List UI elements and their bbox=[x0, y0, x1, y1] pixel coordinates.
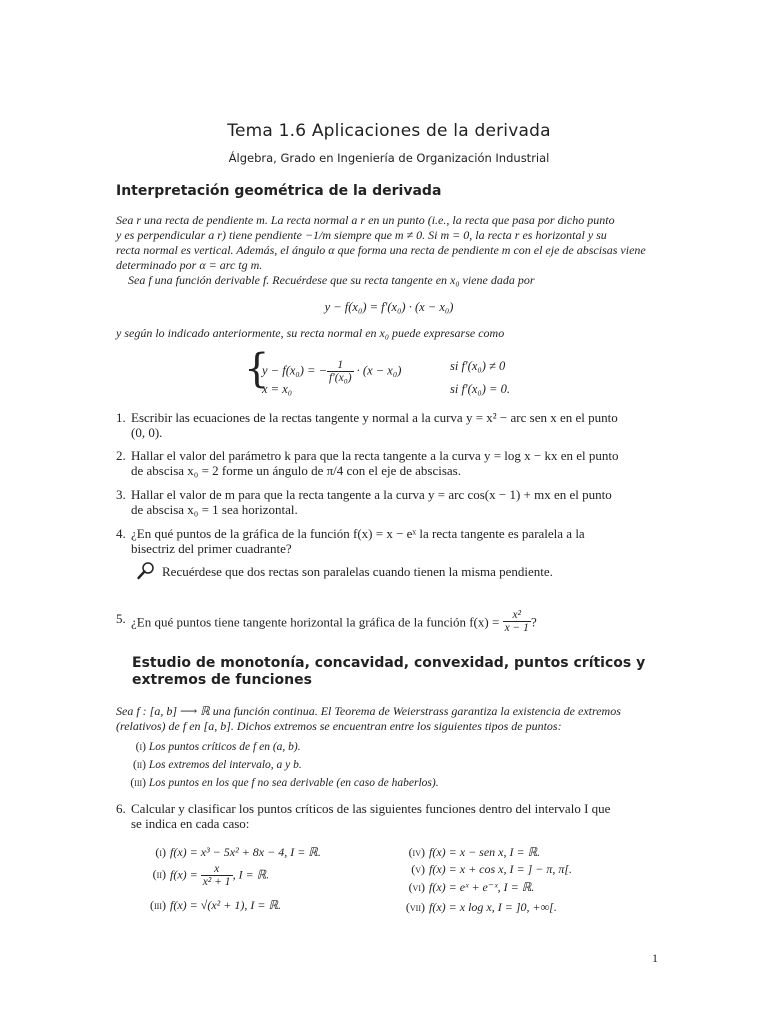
function-expression: f(x) = eˣ + e⁻ˣ, I = ℝ. bbox=[429, 880, 535, 894]
function-expression-rhs: , I = ℝ. bbox=[232, 867, 270, 882]
list-item-label: (ii) bbox=[133, 759, 146, 771]
problem-5-end: ? bbox=[530, 614, 537, 630]
problem-3-line-1: Hallar el valor de m para que la recta tangente a la curva y = arc cos(x − 1) + mx en el punto bbox=[131, 487, 612, 502]
tangent-equation: y − f(x₀) = f′(x₀) · (x − x₀) bbox=[324, 300, 454, 314]
problem-5-number: 5. bbox=[116, 611, 126, 626]
function-label: (vi) bbox=[408, 880, 425, 894]
function-label: (iv) bbox=[408, 845, 425, 859]
function-item bbox=[120, 863, 269, 888]
function-label: (vii) bbox=[405, 900, 425, 914]
magnifier-icon bbox=[136, 561, 156, 581]
problem-4 bbox=[116, 526, 662, 558]
normal-case-2-condition: si f′(x₀) = 0. bbox=[450, 382, 510, 396]
section-heading-monotony: Estudio de monotonía, concavidad, convexidad, puntos críticos y extremos de funciones bbox=[132, 655, 646, 688]
problem-2-line-2: de abscisa x₀ = 2 forme un ángulo de π/4 con el eje de abscisas. bbox=[131, 463, 461, 478]
intro-line-2: y es perpendicular a r) tiene pendiente −1/m siempre que m ≠ 0. Si m = 0, la recta r es horizontal y su bbox=[116, 228, 607, 242]
function-item bbox=[395, 845, 540, 860]
function-label: (ii) bbox=[152, 867, 166, 882]
function-expression-lhs: f(x) = bbox=[170, 867, 198, 882]
problem-5-frac-num: x² bbox=[512, 609, 522, 621]
normal-frac-num: 1 bbox=[337, 359, 344, 371]
list-item-text: Los puntos en los que f no sea derivable (en caso de haberlos). bbox=[148, 777, 439, 789]
problem-6-line-1: Calcular y clasificar los puntos críticos de las siguientes funciones dentro del intervalo I que bbox=[131, 801, 611, 816]
function-label: (iii) bbox=[150, 898, 166, 912]
problem-4-line-1: ¿En qué puntos de la gráfica de la función f(x) = x − eˣ la recta tangente es paralela a la bbox=[131, 526, 585, 541]
problem-2-line-1: Hallar el valor del parámetro k para que la recta tangente a la curva y = log x − kx en el punto bbox=[131, 448, 619, 463]
list-item bbox=[120, 776, 439, 791]
normal-case-1 bbox=[262, 359, 401, 384]
section2-intro-line-2: (relativos) de f en [a, b]. Dichos extremos se encuentran entre los siguientes tipos de puntos: bbox=[116, 719, 562, 733]
section-heading-geometric: Interpretación geométrica de la derivada bbox=[116, 183, 442, 199]
problem-5-statement: ¿En qué puntos tiene tangente horizontal la gráfica de la función f(x) = bbox=[131, 614, 500, 630]
function-label: (v) bbox=[411, 862, 425, 876]
problem-3 bbox=[116, 487, 662, 519]
problem-1-line-2: (0, 0). bbox=[131, 425, 163, 440]
list-item-label: (iii) bbox=[130, 777, 146, 789]
problem-5 bbox=[116, 611, 662, 633]
problem-3-line-2: de abscisa x₀ = 1 sea horizontal. bbox=[131, 502, 298, 517]
problem-5-text bbox=[131, 611, 537, 636]
problem-1 bbox=[116, 410, 662, 442]
normal-intro: y según lo indicado anteriormente, su recta normal en x₀ puede expresarse como bbox=[116, 326, 505, 340]
system-brace: { bbox=[244, 346, 270, 392]
problem-6-number: 6. bbox=[116, 801, 126, 816]
function-expression: f(x) = x + cos x, I = ] − π, π[. bbox=[429, 862, 573, 876]
intro-line-1: Sea r una recta de pendiente m. La recta normal a r en un punto (i.e., la recta que pasa por dicho punto bbox=[116, 213, 615, 227]
function-item bbox=[395, 880, 534, 895]
function-item bbox=[120, 898, 281, 913]
function-item bbox=[395, 862, 572, 877]
function-item bbox=[120, 845, 321, 860]
function-frac-den: x² + 1 bbox=[202, 876, 231, 888]
list-item bbox=[120, 740, 301, 755]
normal-case-2: x = x₀ bbox=[262, 382, 293, 396]
list-item-text: Los puntos críticos de f en (a, b). bbox=[148, 741, 301, 753]
normal-case-1-rhs: · (x − x₀) bbox=[356, 363, 402, 378]
function-item bbox=[395, 900, 557, 915]
function-frac-num: x bbox=[214, 863, 220, 875]
problem-3-number: 3. bbox=[116, 487, 126, 502]
page-title: Tema 1.6 Aplicaciones de la derivada bbox=[227, 121, 551, 141]
function-expression: f(x) = x³ − 5x² + 8x − 4, I = ℝ. bbox=[170, 845, 321, 859]
tangent-intro: Sea f una función derivable f. Recuérdese que su recta tangente en x₀ viene dada por bbox=[128, 273, 535, 287]
page-number: 1 bbox=[652, 951, 658, 965]
problem-2 bbox=[116, 448, 662, 480]
problem-4-number: 4. bbox=[116, 526, 126, 541]
normal-frac-den: f′(x₀) bbox=[329, 372, 352, 384]
list-item-label: (i) bbox=[135, 741, 146, 753]
problem-5-frac-den: x − 1 bbox=[504, 622, 529, 634]
problem-4-hint: Recuérdese que dos rectas son paralelas cuando tienen la misma pendiente. bbox=[162, 564, 553, 579]
function-expression: f(x) = x − sen x, I = ℝ. bbox=[429, 845, 541, 859]
intro-line-4: determinado por α = arc tg m. bbox=[116, 258, 263, 272]
function-expression: f(x) = x log x, I = ]0, +∞[. bbox=[429, 900, 557, 914]
normal-case-1-lhs: y − f(x₀) = − bbox=[262, 363, 328, 378]
problem-6 bbox=[116, 801, 662, 833]
section2-intro-line-1: Sea f : [a, b] ⟶ ℝ una función continua. El Teorema de Weierstrass garantiza la existencia de extremos bbox=[116, 704, 621, 718]
problem-4-line-2: bisectriz del primer cuadrante? bbox=[131, 541, 292, 556]
page-subtitle: Álgebra, Grado en Ingeniería de Organización Industrial bbox=[228, 151, 550, 165]
problem-6-line-2: se indica en cada caso: bbox=[131, 816, 250, 831]
problem-1-number: 1. bbox=[116, 410, 126, 425]
problem-1-line-1: Escribir las ecuaciones de la rectas tangente y normal a la curva y = x² − arc sen x en el punto bbox=[131, 410, 618, 425]
list-item-text: Los extremos del intervalo, a y b. bbox=[148, 759, 302, 771]
function-expression: f(x) = √(x² + 1), I = ℝ. bbox=[170, 898, 281, 912]
intro-line-3: recta normal es vertical. Además, el ángulo α que forma una recta de pendiente m con el eje de abscisas viene bbox=[116, 243, 646, 257]
list-item bbox=[120, 758, 302, 773]
function-label: (i) bbox=[155, 845, 166, 859]
normal-case-1-condition: si f′(x₀) ≠ 0 bbox=[450, 359, 506, 373]
problem-2-number: 2. bbox=[116, 448, 126, 463]
